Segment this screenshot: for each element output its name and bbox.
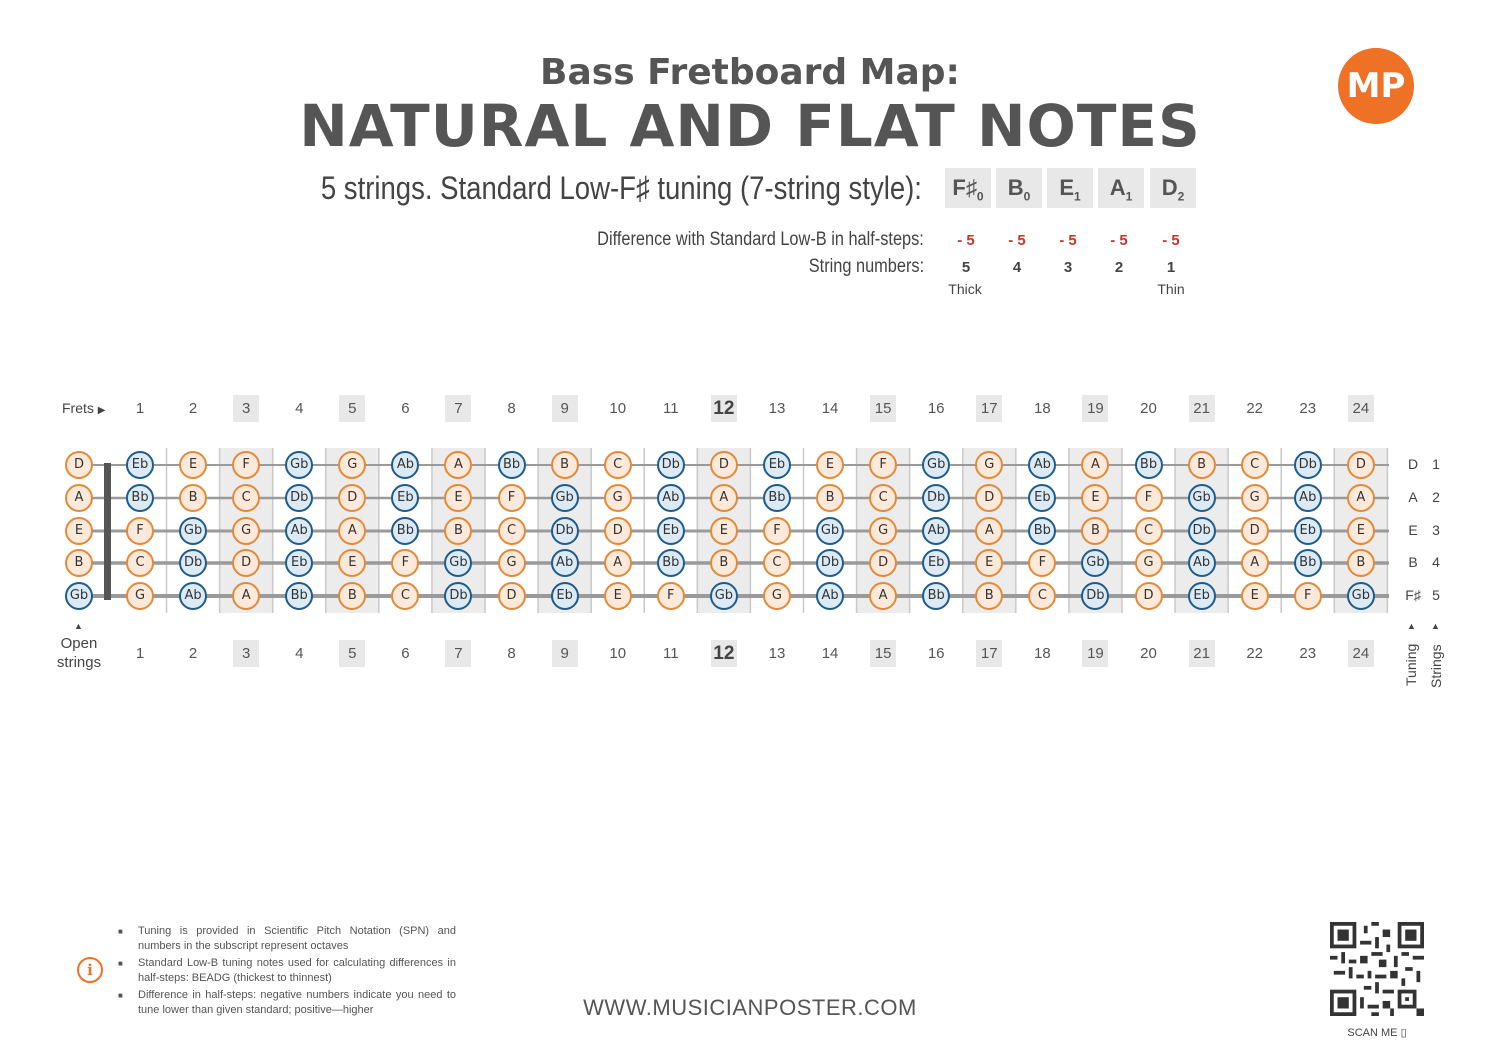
fret-number: 20 [1140, 400, 1157, 417]
open-note[interactable]: Gb [65, 582, 93, 610]
tuning-note-octave: 2 [1177, 189, 1185, 204]
fret-note[interactable]: G [126, 582, 154, 610]
fret-number: 6 [401, 400, 410, 417]
fret-note[interactable]: G [869, 517, 897, 545]
fret-note[interactable]: E [1241, 582, 1269, 610]
fret-note[interactable]: Gb [551, 484, 579, 512]
right-tuning-note: B [1408, 554, 1418, 570]
fret-note[interactable]: B [975, 582, 1003, 610]
fret-number: 11 [663, 400, 679, 417]
difference-value: - 5 [1008, 232, 1026, 249]
fret-number: 19 [1082, 395, 1108, 422]
fret-note[interactable]: C [126, 549, 154, 577]
open-note[interactable]: D [65, 451, 93, 479]
fret-note[interactable]: Ab [816, 582, 844, 610]
fret-note[interactable]: Db [551, 517, 579, 545]
fret-note[interactable]: G [1241, 484, 1269, 512]
fret-note[interactable]: E [710, 517, 738, 545]
fret-note[interactable]: B [816, 484, 844, 512]
string-number-value: 5 [961, 259, 971, 276]
footnote-text: ■ Tuning is provided in Scientific Pitch Notation (SPN) and numbers in the subscript represent octaves [138, 925, 456, 952]
open-strings-label: Open strings [56, 635, 102, 671]
fret-note[interactable]: G [975, 451, 1003, 479]
fret-note[interactable]: Bb [1294, 549, 1322, 577]
string-number-value: 1 [1166, 259, 1176, 276]
fret-note[interactable]: A [444, 451, 472, 479]
fret-note[interactable]: E [816, 451, 844, 479]
fret-note[interactable]: D [1347, 451, 1375, 479]
fret-note[interactable]: Gb [1347, 582, 1375, 610]
fret-note[interactable]: E [1347, 517, 1375, 545]
fret-note[interactable]: F [657, 582, 685, 610]
fret-number: 21 [1189, 395, 1215, 422]
tuning-note-octave: 0 [1023, 189, 1031, 204]
fret-number: 3 [233, 640, 259, 667]
fret-note[interactable]: G [1135, 549, 1163, 577]
fret-note[interactable]: Gb [1081, 549, 1109, 577]
right-tuning-note: F♯ [1405, 587, 1421, 603]
fret-number: 19 [1082, 640, 1108, 667]
fret-note[interactable]: Ab [657, 484, 685, 512]
fret-note[interactable]: C [391, 582, 419, 610]
fret-number: 3 [233, 395, 259, 422]
phone-icon: ▯ [1400, 1027, 1407, 1039]
fret-number: 14 [821, 645, 839, 662]
fret-number: 13 [768, 645, 786, 662]
fret-note[interactable]: Eb [551, 582, 579, 610]
fret-note[interactable]: G [604, 484, 632, 512]
thick-label: Thick [948, 281, 982, 297]
fret-number: 1 [135, 645, 145, 662]
fret-note[interactable]: F [763, 517, 791, 545]
fret-note[interactable]: A [869, 582, 897, 610]
fret-number: 7 [445, 395, 471, 422]
fret-note[interactable]: Bb [1028, 517, 1056, 545]
fret-number: 15 [870, 640, 896, 667]
right-string-number: 5 [1432, 587, 1440, 603]
right-string-number: 2 [1432, 489, 1440, 505]
fret-note[interactable]: Ab [1028, 451, 1056, 479]
fret-note[interactable]: Eb [285, 549, 313, 577]
fret-note[interactable]: Eb [1028, 484, 1056, 512]
tuning-description: 5 strings. Standard Low-F♯ tuning (7-string style): [320, 170, 922, 206]
fret-note[interactable]: D [604, 517, 632, 545]
fret-note[interactable]: D [710, 451, 738, 479]
fret-note[interactable]: Eb [1188, 582, 1216, 610]
tuning-note-letter: B [1007, 175, 1024, 200]
fret-number: 12 [711, 395, 737, 422]
fret-note[interactable]: F [1028, 549, 1056, 577]
fret-note[interactable]: F [1294, 582, 1322, 610]
fret-note[interactable]: Ab [1188, 549, 1216, 577]
fret-note[interactable]: Bb [1135, 451, 1163, 479]
fret-note[interactable]: C [1028, 582, 1056, 610]
footnote-text: ■ Standard Low-B tuning notes used for calculating differences in half-steps: BEADG (thickest to thinnest) [138, 957, 456, 984]
fret-note[interactable]: Bb [285, 582, 313, 610]
strings-axis-label: Strings [1428, 644, 1444, 688]
fret-number: 16 [927, 645, 945, 662]
fret-note[interactable]: Gb [444, 549, 472, 577]
fret-note[interactable]: B [551, 451, 579, 479]
fret-note[interactable]: Db [285, 484, 313, 512]
fret-number: 22 [1246, 400, 1264, 417]
brand-logo: MP [1338, 48, 1414, 124]
fret-note[interactable]: B [1081, 517, 1109, 545]
fret-note[interactable]: Ab [551, 549, 579, 577]
fret-note[interactable]: Db [922, 484, 950, 512]
fret-note[interactable]: B [1347, 549, 1375, 577]
fret-note[interactable]: Eb [922, 549, 950, 577]
fret-note[interactable]: Gb [922, 451, 950, 479]
fret-note[interactable]: Bb [763, 484, 791, 512]
fret-number: 5 [339, 395, 365, 422]
fret-note[interactable]: F [498, 484, 526, 512]
fret-number: 14 [821, 400, 839, 417]
fret-note[interactable]: Eb [763, 451, 791, 479]
triangle-up-icon: ▲ [74, 621, 83, 631]
fret-note[interactable]: D [869, 549, 897, 577]
fret-note[interactable]: C [763, 549, 791, 577]
right-tuning-note: D [1407, 456, 1419, 472]
fret-note[interactable]: Eb [1294, 517, 1322, 545]
fret-number: 23 [1299, 400, 1317, 417]
fret-note[interactable]: B [444, 517, 472, 545]
fret-note[interactable]: A [975, 517, 1003, 545]
fret-number: 17 [976, 395, 1002, 422]
fret-note[interactable]: Ab [1294, 484, 1322, 512]
fret-note[interactable]: Eb [657, 517, 685, 545]
fret-note[interactable]: Gb [710, 582, 738, 610]
string-number-value: 3 [1063, 259, 1073, 276]
fret-number: 20 [1140, 645, 1157, 662]
fret-note[interactable]: Bb [126, 484, 154, 512]
fret-note[interactable]: Db [179, 549, 207, 577]
fret-number: 17 [976, 640, 1002, 667]
tuning-note-letter: E [1059, 175, 1074, 200]
right-tuning-note: E [1408, 522, 1418, 538]
thin-label: Thin [1157, 281, 1185, 297]
fret-note[interactable]: A [1081, 451, 1109, 479]
fret-note[interactable]: A [338, 517, 366, 545]
fret-note[interactable]: E [1081, 484, 1109, 512]
fret-number: 21 [1189, 640, 1215, 667]
fret-note[interactable]: Ab [179, 582, 207, 610]
fret-note[interactable]: G [232, 517, 260, 545]
footnote-item [120, 924, 456, 954]
fret-note[interactable]: E [179, 451, 207, 479]
fret-number: 16 [927, 400, 945, 417]
open-note[interactable]: B [65, 549, 93, 577]
fret-note[interactable]: A [710, 484, 738, 512]
fret-note[interactable]: E [338, 549, 366, 577]
fret-note[interactable]: Ab [285, 517, 313, 545]
fret-note[interactable]: F [126, 517, 154, 545]
fret-note[interactable]: Ab [922, 517, 950, 545]
fret-note[interactable]: C [498, 517, 526, 545]
fret-note[interactable]: E [604, 582, 632, 610]
fret-note[interactable]: B [179, 484, 207, 512]
fret-note[interactable]: Gb [1188, 484, 1216, 512]
fret-note[interactable]: Gb [816, 517, 844, 545]
fret-note[interactable]: G [338, 451, 366, 479]
fret-note[interactable]: Db [657, 451, 685, 479]
fret-note[interactable]: F [869, 451, 897, 479]
fret-number: 4 [295, 645, 304, 662]
fret-number: 6 [401, 645, 410, 662]
fret-note[interactable]: E [975, 549, 1003, 577]
fret-number: 8 [507, 400, 516, 417]
fret-note[interactable]: C [604, 451, 632, 479]
triangle-up-icon: ▲ [1407, 621, 1416, 631]
fret-note[interactable]: Eb [126, 451, 154, 479]
fret-note[interactable]: Eb [391, 484, 419, 512]
fret-note[interactable]: E [444, 484, 472, 512]
fret-number: 15 [870, 395, 896, 422]
difference-label: Difference with Standard Low-B in half-steps: [597, 229, 924, 250]
tuning-note-octave: 0 [976, 189, 984, 204]
tuning-note-octave: 1 [1074, 189, 1081, 204]
tuning-note-letter: D [1161, 175, 1178, 200]
fret-number: 9 [552, 395, 578, 422]
fret-note[interactable]: D [232, 549, 260, 577]
fret-number: 5 [339, 640, 365, 667]
fret-note[interactable]: Db [1294, 451, 1322, 479]
fret-number: 12 [711, 640, 737, 667]
fret-note[interactable]: D [975, 484, 1003, 512]
fret-note[interactable]: G [498, 549, 526, 577]
fret-note[interactable]: B [1188, 451, 1216, 479]
fret-note[interactable]: D [338, 484, 366, 512]
fret-note[interactable]: Bb [498, 451, 526, 479]
fret-number: 7 [445, 640, 471, 667]
fret-note[interactable]: G [763, 582, 791, 610]
fret-number: 13 [768, 400, 786, 417]
fret-note[interactable]: C [1135, 517, 1163, 545]
difference-value: - 5 [1059, 232, 1077, 249]
open-note[interactable]: E [65, 517, 93, 545]
right-tuning-note: A [1408, 489, 1418, 505]
page-title: NATURAL AND FLAT NOTES [299, 92, 1201, 160]
fret-note[interactable]: Ab [391, 451, 419, 479]
fret-note[interactable]: F [232, 451, 260, 479]
frets-label-text: Frets [62, 400, 94, 416]
fret-note[interactable]: Db [1081, 582, 1109, 610]
open-note[interactable]: A [65, 484, 93, 512]
website-link[interactable]: WWW.MUSICIANPOSTER.COM [583, 995, 917, 1020]
footnote-item [120, 956, 456, 986]
fret-number: 18 [1034, 645, 1051, 662]
fret-note[interactable]: C [1241, 451, 1269, 479]
string-number-value: 2 [1114, 259, 1124, 276]
fret-number: 2 [188, 400, 198, 417]
string-number-value: 4 [1012, 259, 1022, 276]
nut [104, 463, 111, 600]
difference-value: - 5 [1162, 232, 1180, 249]
fret-number: 10 [609, 400, 627, 417]
tuning-axis-label: Tuning [1403, 643, 1419, 686]
right-string-number: 3 [1432, 522, 1440, 538]
fret-note[interactable]: D [498, 582, 526, 610]
fret-note[interactable]: F [391, 549, 419, 577]
fret-number: 9 [552, 640, 578, 667]
fret-note[interactable]: Db [444, 582, 472, 610]
right-string-number: 4 [1432, 554, 1440, 570]
fret-note[interactable]: D [1135, 582, 1163, 610]
fret-note[interactable]: Db [1188, 517, 1216, 545]
footnote-text: ■ Difference in half-steps: negative numbers indicate you need to tune lower than given standard; positive—higher [138, 989, 456, 1016]
tuning-note-octave: 1 [1125, 189, 1133, 204]
fret-note[interactable]: C [869, 484, 897, 512]
fret-number: 22 [1246, 645, 1264, 662]
fret-number: 23 [1299, 645, 1317, 662]
tuning-note-letter: A [1109, 175, 1126, 200]
info-icon: i [77, 957, 103, 983]
fret-note[interactable]: Bb [657, 549, 685, 577]
fret-note[interactable]: F [1135, 484, 1163, 512]
page-subtitle: Bass Fretboard Map: [540, 52, 960, 93]
fret-number: 11 [663, 645, 679, 662]
fret-number: 24 [1348, 395, 1374, 422]
scan-me-label [1330, 1026, 1424, 1039]
fret-number: 4 [295, 400, 304, 417]
fret-note[interactable]: Gb [285, 451, 313, 479]
right-string-number: 1 [1432, 456, 1440, 472]
string-numbers-label: String numbers: [808, 256, 924, 277]
fret-number: 2 [188, 645, 198, 662]
fret-note[interactable]: A [1347, 484, 1375, 512]
fret-number: 1 [135, 400, 145, 417]
fret-note[interactable]: Bb [391, 517, 419, 545]
fret-note[interactable]: D [1241, 517, 1269, 545]
difference-value: - 5 [957, 232, 975, 249]
fret-note[interactable]: A [604, 549, 632, 577]
fret-note[interactable]: C [232, 484, 260, 512]
fret-number: 18 [1034, 400, 1051, 417]
fret-note[interactable]: B [338, 582, 366, 610]
fret-note[interactable]: Gb [179, 517, 207, 545]
fret-note[interactable]: Db [816, 549, 844, 577]
fret-number: 24 [1348, 640, 1374, 667]
tuning-note-letter: F♯ [952, 175, 977, 200]
triangle-up-icon: ▲ [1431, 621, 1440, 631]
difference-value: - 5 [1110, 232, 1128, 249]
fret-note[interactable]: B [710, 549, 738, 577]
qr-code[interactable] [1330, 922, 1424, 1016]
fret-number: 10 [609, 645, 627, 662]
fret-note[interactable]: Bb [922, 582, 950, 610]
fret-number: 8 [507, 645, 516, 662]
scan-me-text: SCAN ME [1347, 1027, 1398, 1039]
fret-note[interactable]: A [232, 582, 260, 610]
triangle-right-icon: ▶ [97, 405, 106, 416]
fret-note[interactable]: A [1241, 549, 1269, 577]
